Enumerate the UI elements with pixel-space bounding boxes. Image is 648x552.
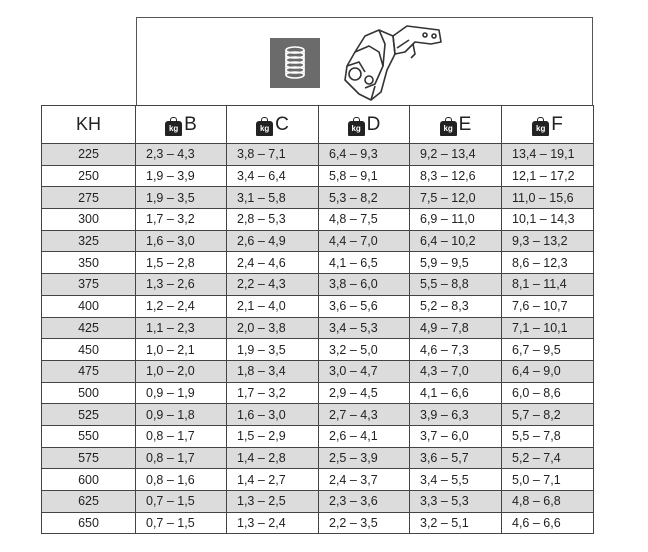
cell-d: 3,4 – 5,3 xyxy=(319,317,410,339)
cell-b: 1,9 – 3,9 xyxy=(136,165,227,187)
cell-d: 2,4 – 3,7 xyxy=(319,469,410,491)
cell-c: 1,3 – 2,4 xyxy=(227,512,319,534)
cell-kh: 450 xyxy=(42,339,136,361)
cell-f: 6,7 – 9,5 xyxy=(502,339,594,361)
cell-b: 2,3 – 4,3 xyxy=(136,144,227,166)
table-row xyxy=(42,165,594,187)
cell-f: 5,0 – 7,1 xyxy=(502,469,594,491)
cell-kh: 400 xyxy=(42,295,136,317)
cell-d: 4,8 – 7,5 xyxy=(319,209,410,231)
cell-e: 5,2 – 8,3 xyxy=(410,295,502,317)
hinge-mechanism-icon xyxy=(335,22,445,104)
cell-c: 3,8 – 7,1 xyxy=(227,144,319,166)
cell-b: 0,8 – 1,7 xyxy=(136,425,227,447)
cell-c: 1,9 – 3,5 xyxy=(227,339,319,361)
table-row xyxy=(42,425,594,447)
cell-b: 1,3 – 2,6 xyxy=(136,274,227,296)
cell-f: 10,1 – 14,3 xyxy=(502,209,594,231)
cell-f: 6,0 – 8,6 xyxy=(502,382,594,404)
cell-e: 5,9 – 9,5 xyxy=(410,252,502,274)
cell-e: 4,1 – 6,6 xyxy=(410,382,502,404)
cell-d: 2,3 – 3,6 xyxy=(319,491,410,513)
cell-f: 5,2 – 7,4 xyxy=(502,447,594,469)
cell-kh: 225 xyxy=(42,144,136,166)
cell-c: 2,2 – 4,3 xyxy=(227,274,319,296)
cell-kh: 600 xyxy=(42,469,136,491)
cell-c: 2,6 – 4,9 xyxy=(227,230,319,252)
cell-b: 1,0 – 2,1 xyxy=(136,339,227,361)
cell-e: 3,7 – 6,0 xyxy=(410,425,502,447)
column-header-d xyxy=(319,106,410,144)
cell-d: 3,8 – 6,0 xyxy=(319,274,410,296)
weight-icon: kg xyxy=(348,121,365,136)
column-header-e xyxy=(410,106,502,144)
cell-e: 3,9 – 6,3 xyxy=(410,404,502,426)
table-row xyxy=(42,274,594,296)
table-row xyxy=(42,252,594,274)
cell-f: 13,4 – 19,1 xyxy=(502,144,594,166)
cell-e: 5,5 – 8,8 xyxy=(410,274,502,296)
cell-d: 4,1 – 6,5 xyxy=(319,252,410,274)
cell-d: 2,9 – 4,5 xyxy=(319,382,410,404)
cell-e: 4,6 – 7,3 xyxy=(410,339,502,361)
column-header-label: D xyxy=(366,113,381,135)
cell-b: 0,8 – 1,7 xyxy=(136,447,227,469)
column-header-label: C xyxy=(275,113,289,135)
cell-b: 1,7 – 3,2 xyxy=(136,209,227,231)
cell-c: 2,0 – 3,8 xyxy=(227,317,319,339)
cell-kh: 500 xyxy=(42,382,136,404)
cell-f: 8,1 – 11,4 xyxy=(502,274,594,296)
cell-b: 1,5 – 2,8 xyxy=(136,252,227,274)
cell-e: 6,9 – 11,0 xyxy=(410,209,502,231)
cell-f: 5,5 – 7,8 xyxy=(502,425,594,447)
cell-e: 3,4 – 5,5 xyxy=(410,469,502,491)
cell-b: 1,6 – 3,0 xyxy=(136,230,227,252)
cell-f: 4,8 – 6,8 xyxy=(502,491,594,513)
column-header-label: E xyxy=(458,113,472,135)
cell-c: 1,5 – 2,9 xyxy=(227,425,319,447)
cell-e: 4,9 – 7,8 xyxy=(410,317,502,339)
cell-d: 5,8 – 9,1 xyxy=(319,165,410,187)
cell-kh: 375 xyxy=(42,274,136,296)
cell-f: 5,7 – 8,2 xyxy=(502,404,594,426)
cell-kh: 575 xyxy=(42,447,136,469)
cell-d: 3,2 – 5,0 xyxy=(319,339,410,361)
column-header-label: B xyxy=(184,113,197,135)
column-header-label: F xyxy=(551,113,563,135)
cell-kh: 300 xyxy=(42,209,136,231)
table-row xyxy=(42,447,594,469)
table-row xyxy=(42,469,594,491)
column-header-kh: KH xyxy=(42,106,136,144)
cell-kh: 250 xyxy=(42,165,136,187)
table-row xyxy=(42,512,594,534)
table-row xyxy=(42,317,594,339)
cell-kh: 275 xyxy=(42,187,136,209)
cell-f: 11,0 – 15,6 xyxy=(502,187,594,209)
cell-c: 1,6 – 3,0 xyxy=(227,404,319,426)
table-body xyxy=(42,144,594,534)
cell-kh: 350 xyxy=(42,252,136,274)
table-row xyxy=(42,360,594,382)
table-row xyxy=(42,491,594,513)
column-header-c xyxy=(227,106,319,144)
cell-c: 1,7 – 3,2 xyxy=(227,382,319,404)
cell-c: 2,8 – 5,3 xyxy=(227,209,319,231)
cell-d: 6,4 – 9,3 xyxy=(319,144,410,166)
cell-e: 4,3 – 7,0 xyxy=(410,360,502,382)
cell-e: 3,2 – 5,1 xyxy=(410,512,502,534)
cell-c: 1,4 – 2,8 xyxy=(227,447,319,469)
cell-e: 6,4 – 10,2 xyxy=(410,230,502,252)
cell-e: 7,5 – 12,0 xyxy=(410,187,502,209)
cell-d: 5,3 – 8,2 xyxy=(319,187,410,209)
cell-b: 0,7 – 1,5 xyxy=(136,512,227,534)
cell-kh: 425 xyxy=(42,317,136,339)
table-row xyxy=(42,144,594,166)
weight-icon: kg xyxy=(165,121,182,136)
cell-kh: 325 xyxy=(42,230,136,252)
weight-icon: kg xyxy=(440,121,457,136)
cell-kh: 550 xyxy=(42,425,136,447)
table-row xyxy=(42,187,594,209)
column-header-f xyxy=(502,106,594,144)
cell-kh: 625 xyxy=(42,491,136,513)
cell-f: 9,3 – 13,2 xyxy=(502,230,594,252)
cell-c: 2,4 – 4,6 xyxy=(227,252,319,274)
cell-e: 3,3 – 5,3 xyxy=(410,491,502,513)
table-row xyxy=(42,230,594,252)
cell-b: 1,2 – 2,4 xyxy=(136,295,227,317)
cell-e: 3,6 – 5,7 xyxy=(410,447,502,469)
cell-e: 8,3 – 12,6 xyxy=(410,165,502,187)
spring-icon xyxy=(270,38,320,88)
cell-d: 2,5 – 3,9 xyxy=(319,447,410,469)
cell-kh: 525 xyxy=(42,404,136,426)
cell-d: 2,6 – 4,1 xyxy=(319,425,410,447)
cell-kh: 650 xyxy=(42,512,136,534)
cell-f: 6,4 – 9,0 xyxy=(502,360,594,382)
cell-b: 0,9 – 1,8 xyxy=(136,404,227,426)
cell-b: 0,9 – 1,9 xyxy=(136,382,227,404)
cell-d: 2,2 – 3,5 xyxy=(319,512,410,534)
cell-c: 2,1 – 4,0 xyxy=(227,295,319,317)
cell-f: 8,6 – 12,3 xyxy=(502,252,594,274)
load-table xyxy=(41,105,594,534)
cell-d: 3,0 – 4,7 xyxy=(319,360,410,382)
cell-e: 9,2 – 13,4 xyxy=(410,144,502,166)
cell-kh: 475 xyxy=(42,360,136,382)
table-row xyxy=(42,404,594,426)
cell-b: 0,8 – 1,6 xyxy=(136,469,227,491)
cell-c: 1,8 – 3,4 xyxy=(227,360,319,382)
table-row xyxy=(42,382,594,404)
table-header-row xyxy=(42,106,594,144)
cell-f: 12,1 – 17,2 xyxy=(502,165,594,187)
cell-f: 7,6 – 10,7 xyxy=(502,295,594,317)
table-row xyxy=(42,339,594,361)
weight-icon: kg xyxy=(256,121,273,136)
cell-b: 1,9 – 3,5 xyxy=(136,187,227,209)
cell-f: 7,1 – 10,1 xyxy=(502,317,594,339)
cell-c: 3,4 – 6,4 xyxy=(227,165,319,187)
table-row xyxy=(42,209,594,231)
cell-b: 0,7 – 1,5 xyxy=(136,491,227,513)
cell-f: 4,6 – 6,6 xyxy=(502,512,594,534)
cell-c: 1,4 – 2,7 xyxy=(227,469,319,491)
cell-d: 2,7 – 4,3 xyxy=(319,404,410,426)
cell-b: 1,1 – 2,3 xyxy=(136,317,227,339)
cell-b: 1,0 – 2,0 xyxy=(136,360,227,382)
cell-d: 3,6 – 5,6 xyxy=(319,295,410,317)
cell-d: 4,4 – 7,0 xyxy=(319,230,410,252)
weight-icon: kg xyxy=(532,121,549,136)
column-header-b xyxy=(136,106,227,144)
cell-c: 1,3 – 2,5 xyxy=(227,491,319,513)
table-row xyxy=(42,295,594,317)
cell-c: 3,1 – 5,8 xyxy=(227,187,319,209)
